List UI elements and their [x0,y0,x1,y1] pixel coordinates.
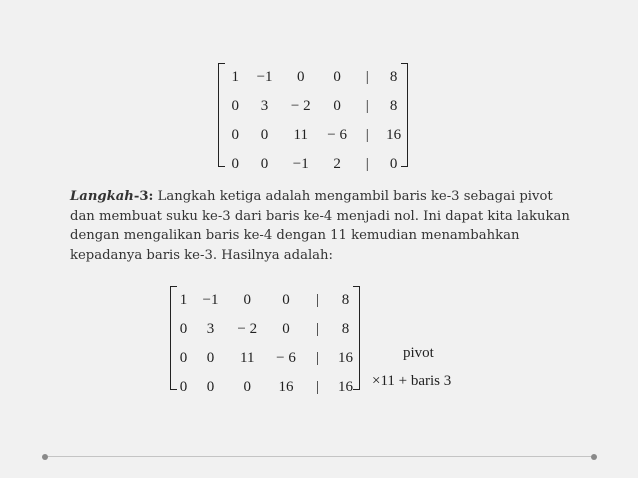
matrix-cell: 0 [179,379,188,395]
pivot-annotation: pivot [403,345,434,361]
matrix-cell: 0 [243,379,252,395]
matrix-cell: 0 [231,98,240,114]
matrix-cell: 0 [243,292,252,308]
matrix-cell: 0 [389,156,398,172]
matrix-cell: −1 [256,69,273,85]
matrix-cell: 16 [386,127,402,143]
matrix-cell: 11 [240,350,255,366]
matrix-row [224,150,408,179]
footer-dot-left [42,454,48,460]
matrix-cell: 8 [389,69,398,85]
row-operation-annotation: ×11 + baris 3 [372,373,452,389]
matrix-cell: 0 [333,69,341,85]
matrix-cell: 16 [278,379,294,395]
matrix-row [224,63,408,92]
augment-separator: | [316,379,320,395]
augment-separator: | [316,321,320,337]
step-paragraph [70,187,570,265]
augment-separator: | [316,350,320,366]
matrix-cell: 0 [297,69,305,85]
matrix-cell: 0 [333,98,341,114]
matrix-cell: 8 [341,292,350,308]
step-body: Langkah ketiga adalah mengambil baris ke-3 sebagai pivot dan membuat suku ke-3 dari baris ke-4 menjadi nol. Ini dapat kita lakukan dengan mengalikan baris ke-4 dengan 11 kemudian menambahkan kepadanya baris ke-3. Hasilnya adalah: [70,189,570,263]
footer-rule [48,456,591,457]
matrix-cell: 0 [231,127,240,143]
matrix-cell: 16 [337,350,353,366]
augment-separator: | [316,292,320,308]
matrix-row [173,373,360,402]
augmented-matrix-after [170,286,360,395]
matrix-cell: 1 [179,292,188,308]
matrix-cell: 0 [282,292,290,308]
matrix-cell: 3 [260,98,269,114]
augmented-matrix-before [218,63,408,172]
matrix-cell: 0 [206,379,215,395]
matrix-cell: 0 [260,127,269,143]
augment-separator: | [365,156,369,172]
matrix-cell: 8 [341,321,350,337]
step-label: Langkah [70,189,134,204]
augment-separator: | [365,69,369,85]
matrix-cell: −1 [292,156,309,172]
matrix-cell: 0 [179,350,188,366]
matrix-row [224,121,408,150]
matrix-row [224,92,408,121]
matrix-cell: 0 [231,156,240,172]
matrix-cell: 0 [282,321,290,337]
matrix-cell: 11 [293,127,308,143]
matrix-cell: 3 [206,321,215,337]
augment-separator: | [365,127,369,143]
matrix-cell: 0 [206,350,215,366]
matrix-cell: 1 [231,69,240,85]
matrix-cell: 0 [260,156,269,172]
matrix-row [173,286,360,315]
matrix-row [173,315,360,344]
matrix-cell: 8 [389,98,398,114]
matrix-grid [173,286,360,402]
matrix-cell: 16 [337,379,353,395]
matrix-cell: 2 [333,156,341,172]
augment-separator: | [365,98,369,114]
matrix-row [173,344,360,373]
matrix-cell: − 2 [237,321,258,337]
step-number: -3: [133,189,154,204]
matrix-cell: − 6 [276,350,296,366]
matrix-cell: −1 [202,292,219,308]
matrix-cell: 0 [179,321,188,337]
matrix-grid [224,63,408,179]
matrix-cell: − 2 [290,98,311,114]
footer-dot-right [591,454,597,460]
matrix-cell: − 6 [327,127,347,143]
